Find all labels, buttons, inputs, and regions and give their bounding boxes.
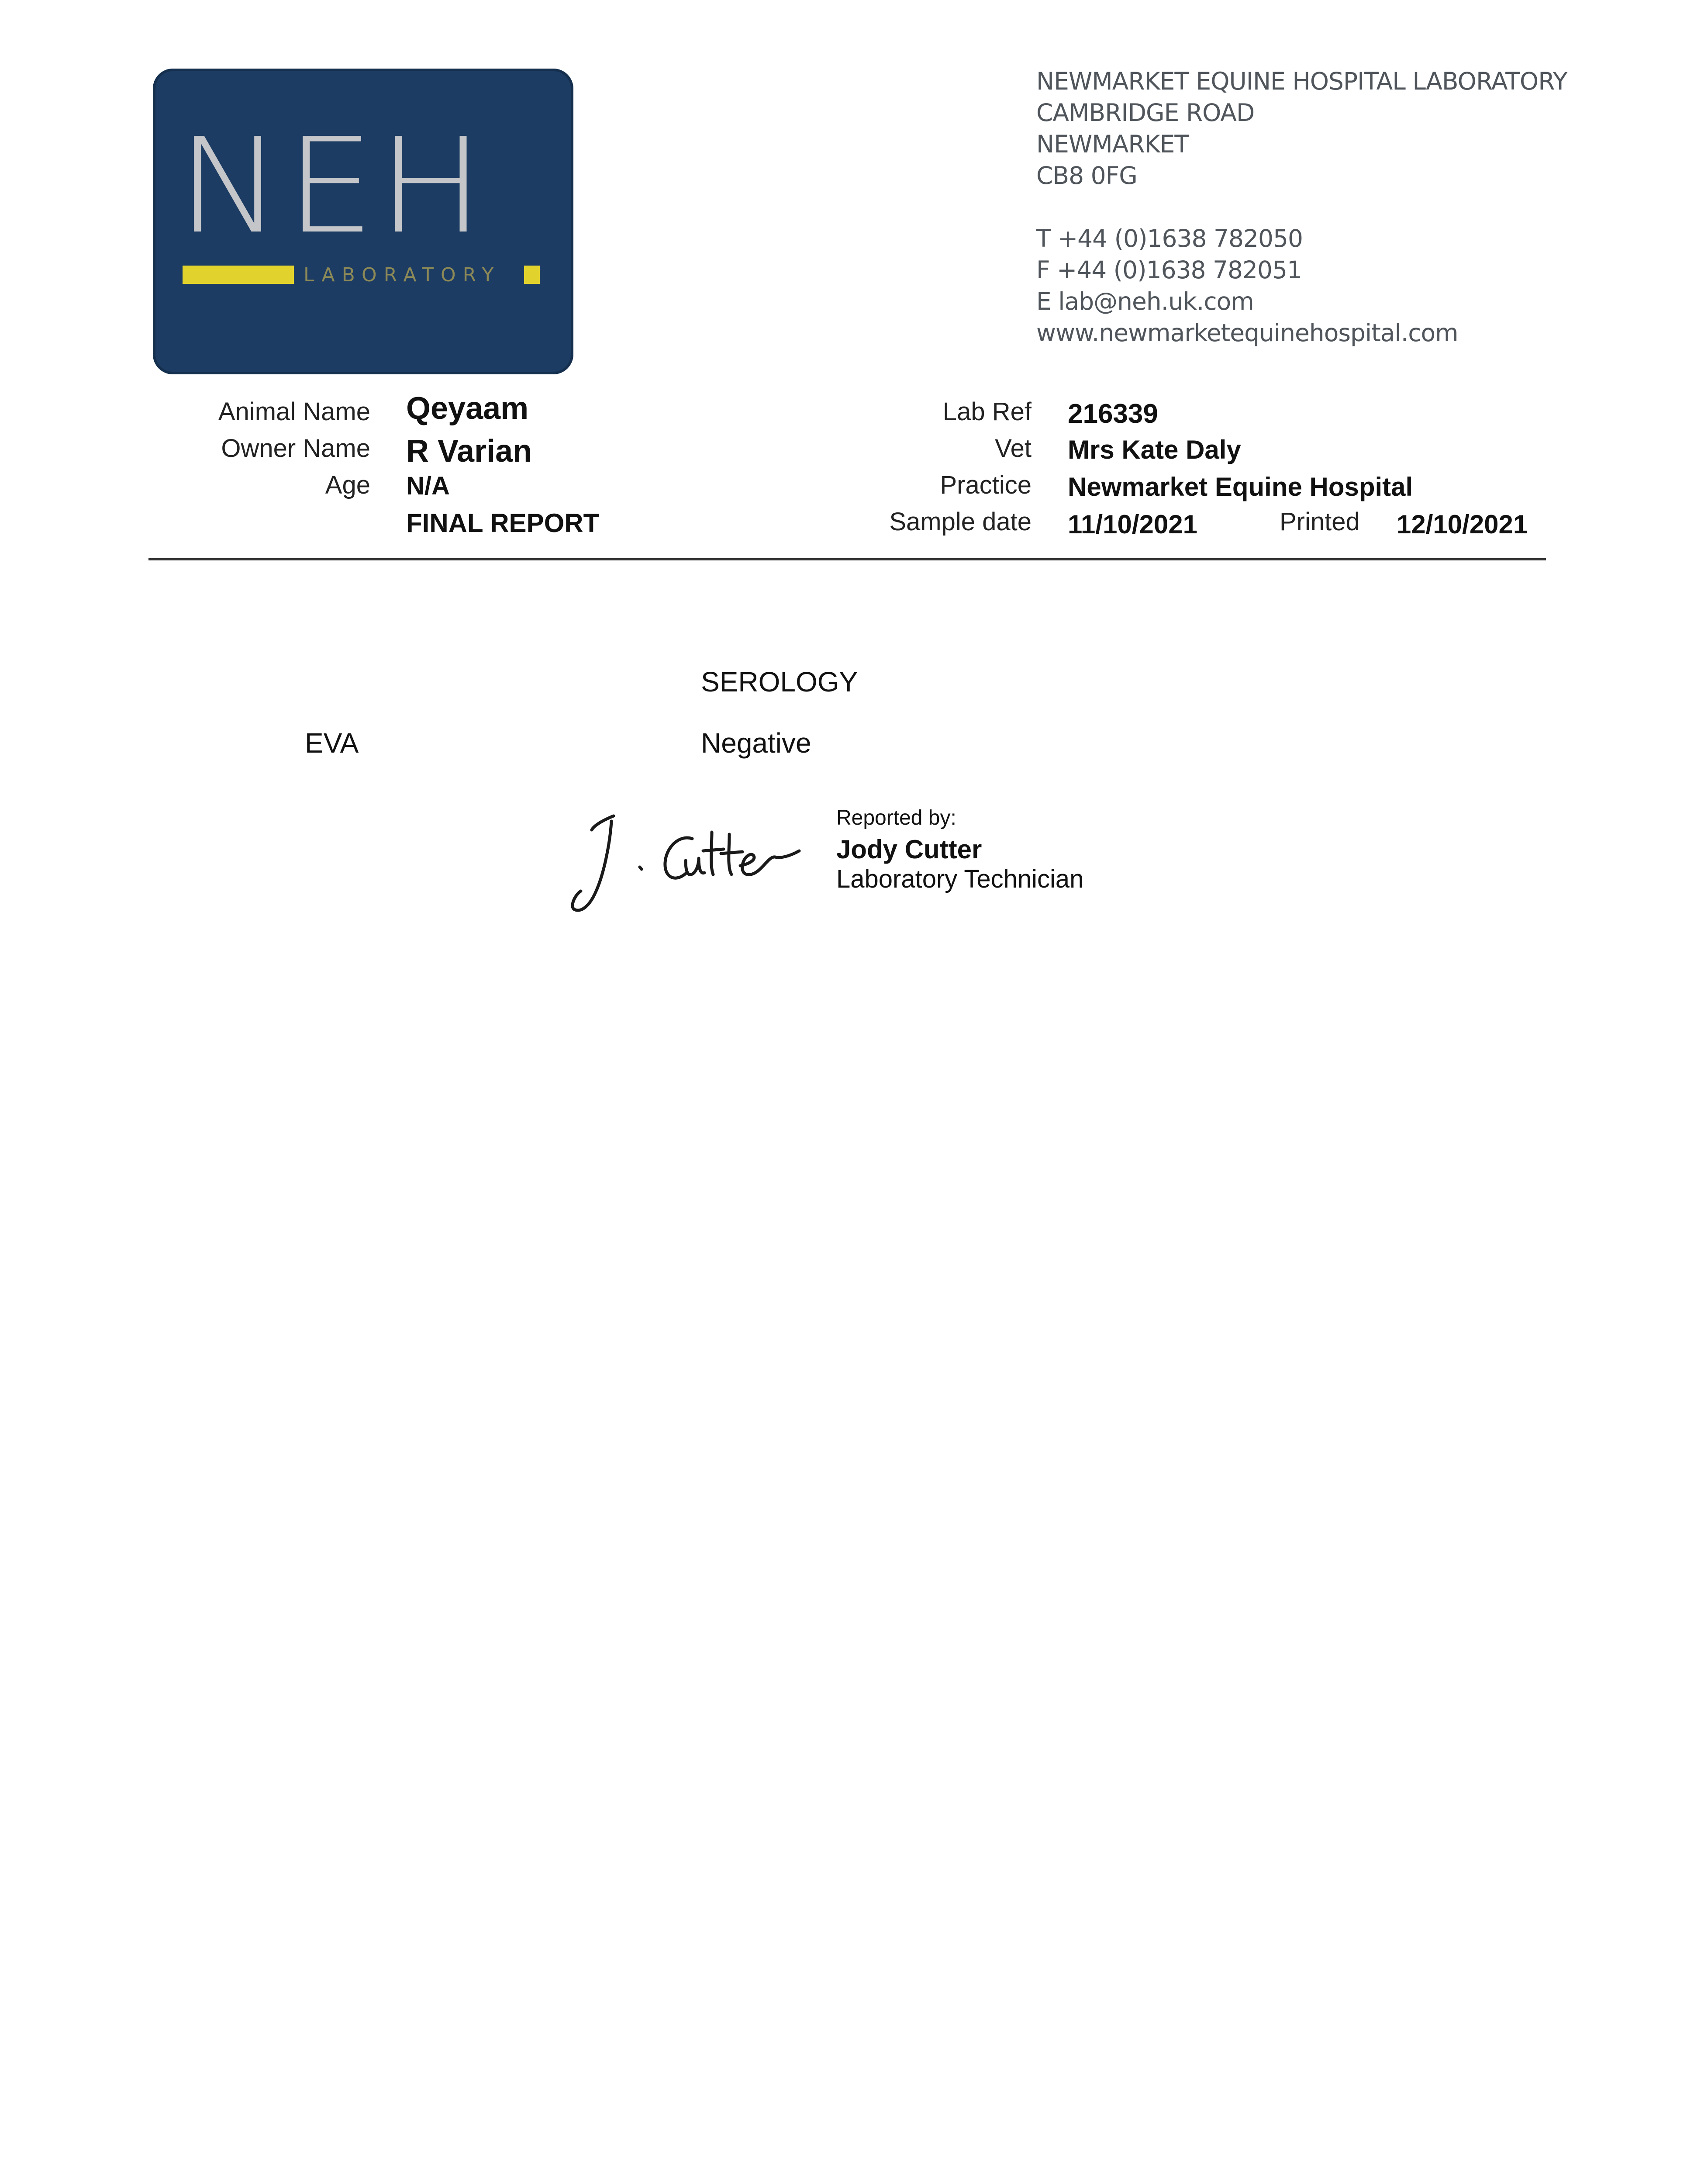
vet-value: Mrs Kate Daly xyxy=(1068,435,1241,464)
owner-name-value: R Varian xyxy=(406,434,532,469)
address-line-2: CAMBRIDGE ROAD xyxy=(1036,99,1255,127)
lab-ref-label: Lab Ref xyxy=(942,397,1032,426)
reporter-name: Jody Cutter xyxy=(836,835,982,864)
sample-date-value: 11/10/2021 xyxy=(1068,510,1197,539)
test-name: EVA xyxy=(305,727,359,759)
reported-by-label: Reported by: xyxy=(836,806,956,829)
age-value: N/A xyxy=(406,472,450,500)
website-url: www.newmarketequinehospital.com xyxy=(1036,319,1458,347)
age-label: Age xyxy=(325,471,370,499)
printed-label: Printed xyxy=(1280,508,1360,536)
logo-accent-bar xyxy=(183,266,294,284)
address-line-1: NEWMARKET EQUINE HOSPITAL LABORATORY xyxy=(1036,67,1567,95)
section-title: SEROLOGY xyxy=(701,666,858,698)
report-status: FINAL REPORT xyxy=(406,508,600,538)
practice-label: Practice xyxy=(940,471,1032,499)
animal-name-label: Animal Name xyxy=(218,397,370,426)
phone-number: T +44 (0)1638 782050 xyxy=(1036,225,1303,252)
practice-value: Newmarket Equine Hospital xyxy=(1068,472,1413,501)
address-line-4: CB8 0FG xyxy=(1036,162,1137,190)
sample-date-label: Sample date xyxy=(889,508,1032,536)
logo-letters: NEH xyxy=(177,110,487,263)
lab-ref-value: 216339 xyxy=(1068,399,1158,429)
header-divider xyxy=(148,558,1546,560)
signature-image xyxy=(561,808,810,917)
printed-date-value: 12/10/2021 xyxy=(1397,510,1528,539)
logo-subtitle: LABORATORY xyxy=(304,264,501,286)
vet-label: Vet xyxy=(995,434,1032,463)
animal-name-value: Qeyaam xyxy=(406,391,529,426)
fax-number: F +44 (0)1638 782051 xyxy=(1036,256,1302,284)
lab-logo xyxy=(153,69,573,374)
logo-accent-square xyxy=(524,266,540,284)
address-block xyxy=(1036,66,1567,349)
address-line-3: NEWMARKET xyxy=(1036,130,1189,158)
test-result: Negative xyxy=(701,727,811,759)
email-address: E lab@neh.uk.com xyxy=(1036,287,1254,315)
owner-name-label: Owner Name xyxy=(221,434,370,463)
reporter-role: Laboratory Technician xyxy=(836,865,1084,893)
